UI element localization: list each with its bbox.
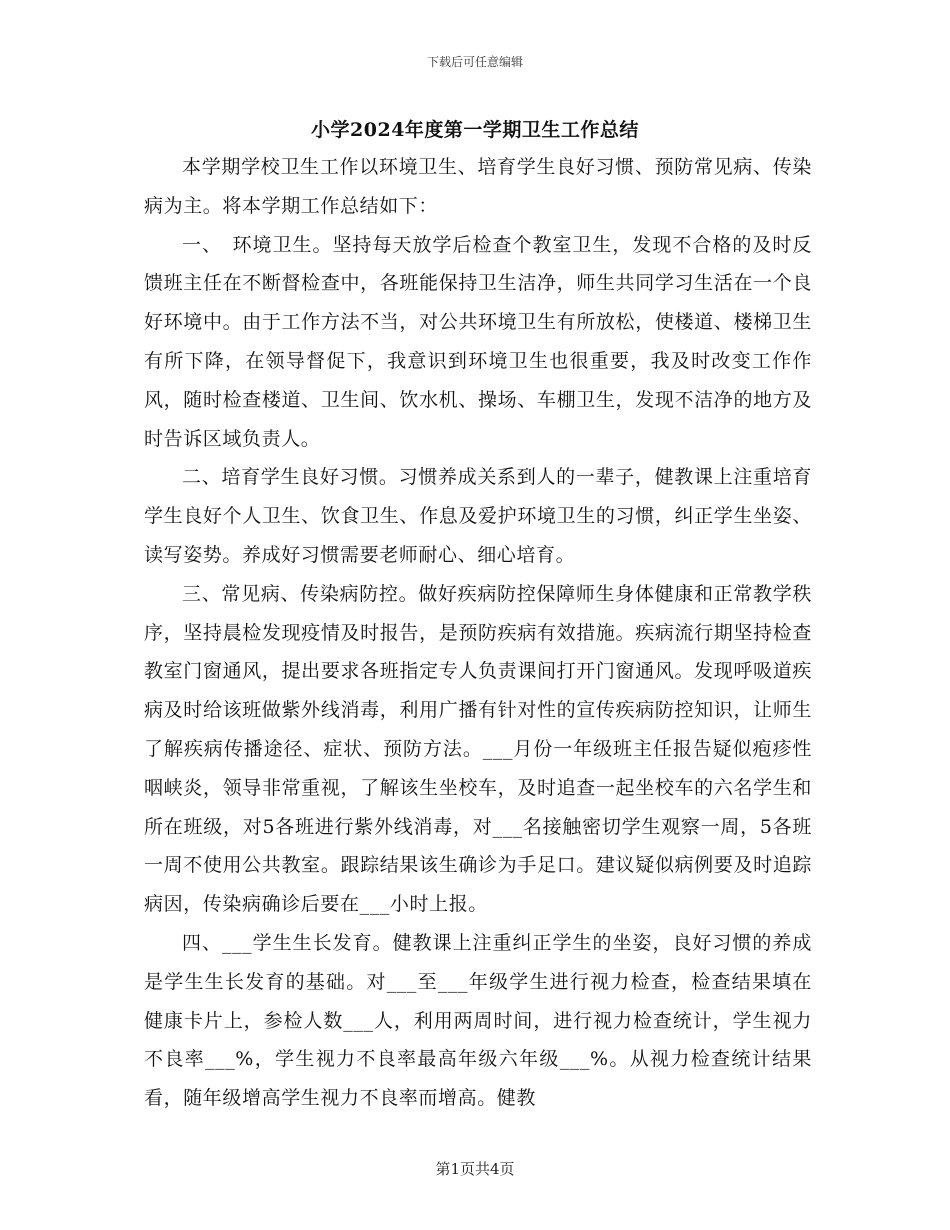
header-note: 下载后可任意编辑: [426, 55, 523, 69]
paragraph-student-growth: 四、___学生生长发育。健教课上注重纠正学生的坐姿，良好习惯的养成是学生生长发育的基础。对___至___年级学生进行视力检查，检查结果填在健康卡片上，参检人数___人，利用两周时间，进行视力检查统计，学生视力不良率___%，学生视力不良率最高年级六年级___%。从视力检查统计结果看，随年级增高学生视力不良率而增高。健教: [144, 931, 812, 1110]
page-number: 第1页共4页: [435, 1160, 515, 1178]
paragraph-good-habits: 二、培育学生良好习惯。习惯养成关系到人的一辈子，健教课上注重培育学生良好个人卫生、饮食卫生、作息及爱护环境卫生的习惯，纠正学生坐姿、读写姿势。养成好习惯需要老师耐心、细心培育。: [144, 466, 812, 566]
document-body: [144, 148, 812, 1118]
paragraph-intro: 本学期学校卫生工作以环境卫生、培育学生良好习惯、预防常见病、传染病为主。将本学期工作总结如下：: [144, 156, 812, 217]
paragraph-environment-hygiene: 一、 环境卫生。坚持每天放学后检查个教室卫生，发现不合格的及时反馈班主任在不断督检查中，各班能保持卫生洁净，师生共同学习生活在一个良好环境中。由于工作方法不当，对公共环境卫生有所放松，使楼道、楼梯卫生有所下降，在领导督促下，我意识到环境卫生也很重要，我及时改变工作作风，随时检查楼道、卫生间、饮水机、操场、车棚卫生，发现不洁净的地方及时告诉区域负责人。: [144, 233, 812, 450]
document-title: 小学2024年度第一学期卫生工作总结: [311, 119, 639, 141]
paragraph-disease-prevention: 三、常见病、传染病防控。做好疾病防控保障师生身体健康和正常教学秩序，坚持晨检发现疫情及时报告，是预防疾病有效措施。疾病流行期坚持检查教室门窗通风，提出要求各班指定专人负责课间打开门窗通风。发现呼吸道疾病及时给该班做紫外线消毒，利用广播有针对性的宣传疾病防控知识，让师生了解疾病传播途径、症状、预防方法。___月份一年级班主任报告疑似疱疹性咽峡炎，领导非常重视，了解该生坐校车，及时追查一起坐校车的六名学生和所在班级，对5各班进行紫外线消毒，对___名接触密切学生观察一周，5各班一周不使用公共教室。跟踪结果该生确诊为手足口。建议疑似病例要及时追踪病因，传染病确诊后要在___小时上报。: [144, 582, 812, 916]
